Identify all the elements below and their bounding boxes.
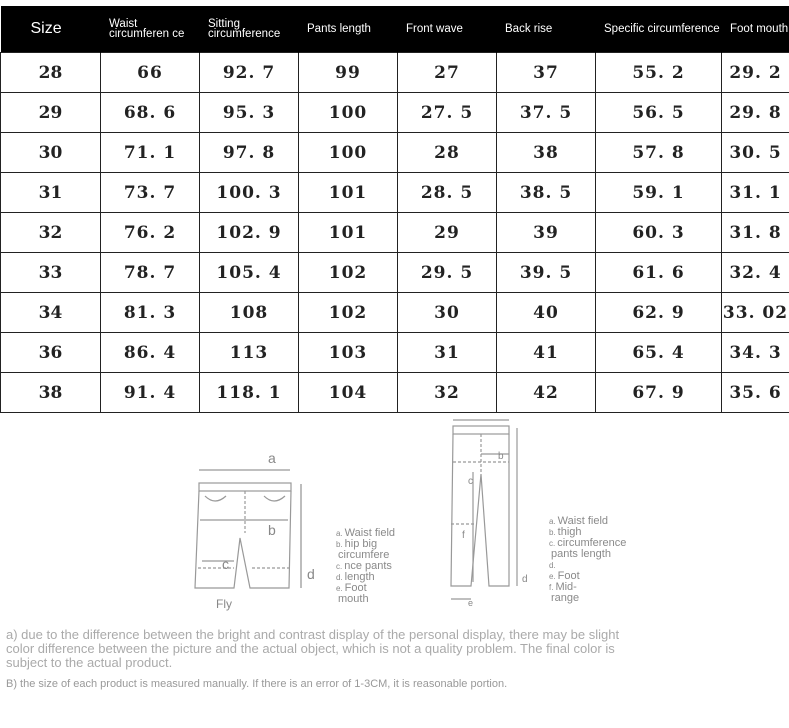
pants-label-c: c xyxy=(468,476,473,487)
legend-text: thigh xyxy=(557,526,582,538)
legend-text: Foot xyxy=(557,570,580,582)
size-chart-table xyxy=(0,6,789,413)
measurement-cell: 100 xyxy=(299,133,398,173)
measurement-cell: 60. 3 xyxy=(596,213,722,253)
color-disclaimer-note: a) due to the difference between the bright and contrast display of the personal display, there may be slight color difference between the picture and the actual object, which is not a quality problem. The final color is subject to the actual product. xyxy=(6,627,620,670)
measurement-cell: 62. 9 xyxy=(596,293,722,333)
legend-text: mouth xyxy=(338,593,369,605)
measurement-cell: 78. 7 xyxy=(101,253,200,293)
measurement-cell: 108 xyxy=(200,293,299,333)
measurement-cell: 37 xyxy=(497,53,596,93)
size-cell: 38 xyxy=(1,373,101,413)
legend-key: d. xyxy=(336,573,343,582)
legend-text: nce pants xyxy=(344,560,392,572)
measurement-cell: 41 xyxy=(497,333,596,373)
legend-key: b. xyxy=(549,528,556,537)
measurement-cell: 101 xyxy=(299,173,398,213)
measurement-cell: 66 xyxy=(101,53,200,93)
legend-text: pants length xyxy=(551,548,611,560)
legend-text: circumference xyxy=(557,537,627,549)
measurement-cell: 28. 5 xyxy=(398,173,497,213)
measurement-cell: 32 xyxy=(398,373,497,413)
pants-label-b: b xyxy=(498,451,504,462)
column-header: Foot mouth xyxy=(722,6,789,53)
shorts-label-c: c xyxy=(222,556,229,572)
shorts-label-b: b xyxy=(268,522,276,538)
measurement-cell: 91. 4 xyxy=(101,373,200,413)
shorts-legend xyxy=(336,528,395,605)
size-cell: 29 xyxy=(1,93,101,133)
measurement-cell: 100 xyxy=(299,93,398,133)
table-row xyxy=(1,213,789,253)
measurement-cell: 56. 5 xyxy=(596,93,722,133)
measurement-error-note: B) the size of each product is measured manually. If there is an error of 1-3CM, it is reasonable portion. xyxy=(6,678,508,690)
measurement-cell: 59. 1 xyxy=(596,173,722,213)
measurement-cell: 100. 3 xyxy=(200,173,299,213)
table-body xyxy=(1,53,789,413)
table-row xyxy=(1,93,789,133)
legend-text: range xyxy=(551,592,580,604)
pants-label-e: e xyxy=(468,598,474,608)
measurement-cell: 29. 5 xyxy=(398,253,497,293)
legend-key: b. xyxy=(336,540,343,549)
measurement-cell: 101 xyxy=(299,213,398,253)
measurement-cell: 65. 4 xyxy=(596,333,722,373)
legend-key: c. xyxy=(336,562,343,571)
measurement-cell: 68. 6 xyxy=(101,93,200,133)
column-header: Specific circumference xyxy=(596,6,722,53)
measurement-cell: 31. 1 xyxy=(722,173,789,213)
size-cell: 32 xyxy=(1,213,101,253)
measurement-cell: 33. 02 xyxy=(722,293,789,333)
legend-item xyxy=(336,594,395,605)
measurement-cell: 35. 6 xyxy=(722,373,789,413)
shorts-measurement-diagram xyxy=(190,448,330,613)
measurement-cell: 34. 3 xyxy=(722,333,789,373)
column-header: Front wave xyxy=(398,6,497,53)
pants-label-d: d xyxy=(522,574,528,585)
size-cell: 33 xyxy=(1,253,101,293)
size-cell: 31 xyxy=(1,173,101,213)
legend-key: a. xyxy=(549,517,556,526)
table-row xyxy=(1,373,789,413)
measurement-cell: 29 xyxy=(398,213,497,253)
measurement-cell: 39. 5 xyxy=(497,253,596,293)
measurement-cell: 42 xyxy=(497,373,596,413)
measurement-cell: 102 xyxy=(299,253,398,293)
column-header: Back rise xyxy=(497,6,596,53)
legend-text: circumfere xyxy=(338,549,390,561)
legend-key: d. xyxy=(549,561,556,570)
measurement-cell: 99 xyxy=(299,53,398,93)
shorts-outline xyxy=(195,483,291,588)
legend-key: e. xyxy=(549,572,556,581)
shorts-label-d: d xyxy=(307,566,315,582)
measurement-cell: 97. 8 xyxy=(200,133,299,173)
legend-key: e. xyxy=(336,584,343,593)
measurement-cell: 32. 4 xyxy=(722,253,789,293)
measurement-cell: 57. 8 xyxy=(596,133,722,173)
measurement-cell: 67. 9 xyxy=(596,373,722,413)
measurement-cell: 28 xyxy=(398,133,497,173)
column-header: Waist circumferen ce xyxy=(101,6,200,53)
measurement-cell: 29. 8 xyxy=(722,93,789,133)
measurement-cell: 102 xyxy=(299,293,398,333)
pants-legend xyxy=(549,516,626,604)
legend-text: Foot xyxy=(344,582,367,594)
measurement-cell: 39 xyxy=(497,213,596,253)
measurement-cell: 81. 3 xyxy=(101,293,200,333)
legend-key: a. xyxy=(336,529,343,538)
measurement-cell: 31 xyxy=(398,333,497,373)
measurement-cell: 71. 1 xyxy=(101,133,200,173)
measurement-cell: 37. 5 xyxy=(497,93,596,133)
measurement-cell: 104 xyxy=(299,373,398,413)
shorts-label-a: a xyxy=(268,450,276,466)
table-row xyxy=(1,293,789,333)
column-header: Pants length xyxy=(299,6,398,53)
measurement-cell: 40 xyxy=(497,293,596,333)
legend-item xyxy=(549,549,626,560)
measurement-cell: 103 xyxy=(299,333,398,373)
measurement-cell: 27. 5 xyxy=(398,93,497,133)
measurement-cell: 102. 9 xyxy=(200,213,299,253)
size-cell: 36 xyxy=(1,333,101,373)
table-row xyxy=(1,53,789,93)
measurement-cell: 92. 7 xyxy=(200,53,299,93)
shorts-fly-label: Fly xyxy=(216,597,232,611)
legend-key: f. xyxy=(549,583,554,592)
column-header: Size xyxy=(1,6,101,53)
size-cell: 30 xyxy=(1,133,101,173)
measurement-cell: 27 xyxy=(398,53,497,93)
measurement-cell: 113 xyxy=(200,333,299,373)
size-cell: 28 xyxy=(1,53,101,93)
measurement-cell: 61. 6 xyxy=(596,253,722,293)
legend-text: Waist field xyxy=(557,515,608,527)
table-row xyxy=(1,333,789,373)
measurement-cell: 30 xyxy=(398,293,497,333)
legend-text: Waist field xyxy=(344,527,395,539)
measurement-cell: 38. 5 xyxy=(497,173,596,213)
legend-item xyxy=(549,593,626,604)
size-cell: 34 xyxy=(1,293,101,333)
pants-outline xyxy=(451,426,509,586)
column-header: Sitting circumference xyxy=(200,6,299,53)
legend-text: Mid- xyxy=(555,581,577,593)
shorts-dimension-lines xyxy=(199,470,301,588)
table-row xyxy=(1,133,789,173)
legend-text: hip big xyxy=(344,538,378,550)
table-row xyxy=(1,253,789,293)
measurement-cell: 105. 4 xyxy=(200,253,299,293)
measurement-cell: 38 xyxy=(497,133,596,173)
measurement-cell: 76. 2 xyxy=(101,213,200,253)
measurement-cell: 95. 3 xyxy=(200,93,299,133)
measurement-cell: 29. 2 xyxy=(722,53,789,93)
measurement-cell: 86. 4 xyxy=(101,333,200,373)
measurement-cell: 118. 1 xyxy=(200,373,299,413)
measurement-cell: 73. 7 xyxy=(101,173,200,213)
measurement-cell: 31. 8 xyxy=(722,213,789,253)
legend-key: c. xyxy=(549,539,556,548)
measurement-cell: 30. 5 xyxy=(722,133,789,173)
pants-label-f: f xyxy=(462,530,465,541)
table-header-row xyxy=(1,6,789,53)
measurement-cell: 55. 2 xyxy=(596,53,722,93)
table-row xyxy=(1,173,789,213)
legend-text: length xyxy=(344,571,375,583)
